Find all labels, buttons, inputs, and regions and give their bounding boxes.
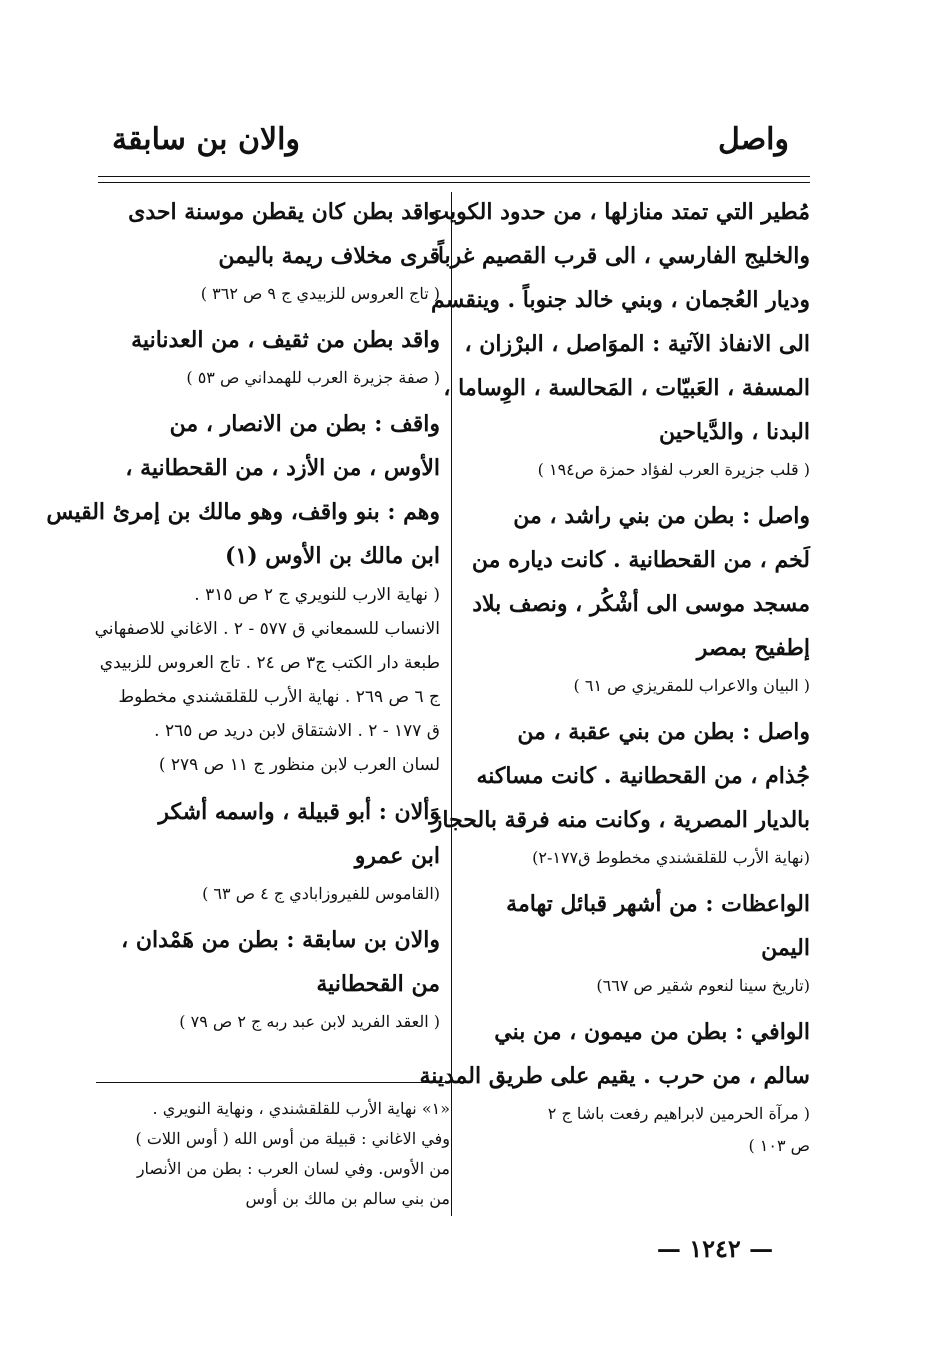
text-line: الأوس ، من الأزد ، من القحطانية ،	[125, 455, 440, 481]
reference-line: (نهاية الأرب للقلقشندي مخطوط ق١٧٧-٢)	[532, 848, 810, 867]
text-line: وديار العُجمان ، وبني خالد جنوباً . وينقسم	[431, 287, 810, 313]
text-line: إطفيح بمصر	[696, 635, 810, 661]
text-line: والان بن سابقة : بطن من هَمْدان ،	[121, 927, 440, 953]
running-header-left: والان بن سابقة	[112, 122, 300, 157]
reference-line: ( العقد الفريد لابن عبد ربه ج ٢ ص ٧٩ )	[179, 1012, 440, 1031]
reference-line: لسان العرب لابن منظور ج ١١ ص ٢٧٩ )	[158, 755, 440, 775]
text-line: ابن عمرو	[354, 843, 440, 869]
entry-gap	[96, 782, 440, 790]
header-rule-top	[98, 176, 810, 177]
footnote-line: «١» نهاية الأرب للقلقشندي ، ونهاية النويري .	[152, 1099, 450, 1118]
reference-line: (تاريخ سينا لنعوم شقير ص ٦٦٧)	[596, 976, 810, 995]
page-number: — ١٢٤٢ —	[656, 1234, 774, 1263]
text-line: جُذام ، من القحطانية . كانت مساكنه	[476, 763, 810, 789]
entry-gap	[466, 702, 810, 710]
entry-gap	[96, 310, 440, 318]
text-line: من القحطانية	[316, 971, 440, 997]
text-line: اليمن	[761, 935, 810, 961]
entry-gap	[466, 486, 810, 494]
footnote-line: من الأوس. وفي لسان العرب : بطن من الأنصار	[136, 1159, 450, 1178]
reference-line: ( البيان والاعراب للمقريزي ص ٦١ )	[573, 676, 810, 695]
reference-line: ص ١٠٣ )	[748, 1136, 810, 1155]
reference-line: طبعة دار الكتب ج٣ ص ٢٤ . تاج العروس للزبيدي	[99, 653, 440, 673]
reference-line: ق ١٧٧ - ٢ . الاشتقاق لابن دريد ص ٢٦٥ .	[154, 721, 440, 741]
text-line: واقد بطن كان يقطن موسنة احدى	[128, 199, 440, 225]
running-header-right: واصل	[717, 122, 789, 157]
text-line: المسفة ، العَبيّات ، المَحالسة ، الوِساما ،	[443, 375, 810, 401]
footnote-rule	[96, 1082, 450, 1083]
text-line: الواعظات : من أشهر قبائل تهامة	[506, 891, 810, 917]
reference-line: ( مرآة الحرمين لابراهيم رفعت باشا ج ٢	[547, 1104, 810, 1123]
text-line: واقد بطن من ثقيف ، من العدنانية	[131, 327, 440, 353]
text-line: وَألان : أبو قبيلة ، واسمه أشكر	[158, 799, 440, 825]
left-column	[46, 190, 440, 1038]
reference-line: ( تاج العروس للزبيدي ج ٩ ص ٣٦٢ )	[200, 284, 440, 303]
text-line: سالم ، من حرب . يقيم على طريق المدينة	[419, 1063, 810, 1089]
text-line: لَخم ، من القحطانية . كانت دياره من	[471, 547, 810, 573]
text-line: واصل : بطن من بني راشد ، من	[513, 503, 810, 529]
entry-gap	[466, 1002, 810, 1010]
text-line: قرى مخلاف ريمة باليمن	[218, 243, 440, 269]
footnote-line: من بني سالم بن مالك بن أوس	[245, 1189, 450, 1208]
text-line: ابن مالك بن الأوس (١)	[224, 543, 440, 569]
reference-line: ج ٦ ص ٢٦٩ . نهاية الأرب للقلقشندي مخطوط	[118, 687, 440, 707]
text-line: بالديار المصرية ، وكانت منه فرقة بالحجاز	[431, 807, 810, 833]
reference-line: الانساب للسمعاني ق ٥٧٧ - ٢ . الاغاني للاصفهاني	[94, 619, 440, 639]
reference-line: (القاموس للفيروزابادي ج ٤ ص ٦٣ )	[202, 884, 440, 903]
footnote-line: وفي الاغاني : قبيلة من أوس الله ( أوس اللات )	[135, 1129, 450, 1148]
header-rule-bottom	[98, 182, 810, 183]
text-line: الى الانفاذ الآتية : الموَاصل ، البرْزان ،	[464, 331, 810, 357]
text-line: البدنا ، والدَّياحين	[658, 419, 810, 445]
entry-gap	[96, 394, 440, 402]
entry-gap	[466, 874, 810, 882]
reference-line: ( صفة جزيرة العرب للهمداني ص ٥٣ )	[186, 368, 440, 387]
text-line: والخليج الفارسي ، الى قرب القصيم غرباً	[437, 243, 810, 269]
text-line: الوافي : بطن من ميمون ، من بني	[494, 1019, 810, 1045]
reference-line: ( قلب جزيرة العرب لفؤاد حمزة ص١٩٤ )	[537, 460, 810, 479]
entry-gap	[96, 910, 440, 918]
reference-line: ( نهاية الارب للنويري ج ٢ ص ٣١٥ .	[194, 585, 440, 605]
text-line: واصل : بطن من بني عقبة ، من	[517, 719, 810, 745]
text-line: وهم : بنو واقف، وهو مالك بن إمرئ القيس	[46, 499, 440, 525]
text-line: واقف : بطن من الانصار ، من	[169, 411, 440, 437]
right-column	[413, 190, 810, 1162]
footnote	[96, 1094, 450, 1214]
text-line: مسجد موسى الى أشْكُر ، ونصف بلاد	[472, 591, 810, 617]
text-line: مُطير التي تمتد منازلها ، من حدود الكويت ،	[413, 199, 810, 225]
